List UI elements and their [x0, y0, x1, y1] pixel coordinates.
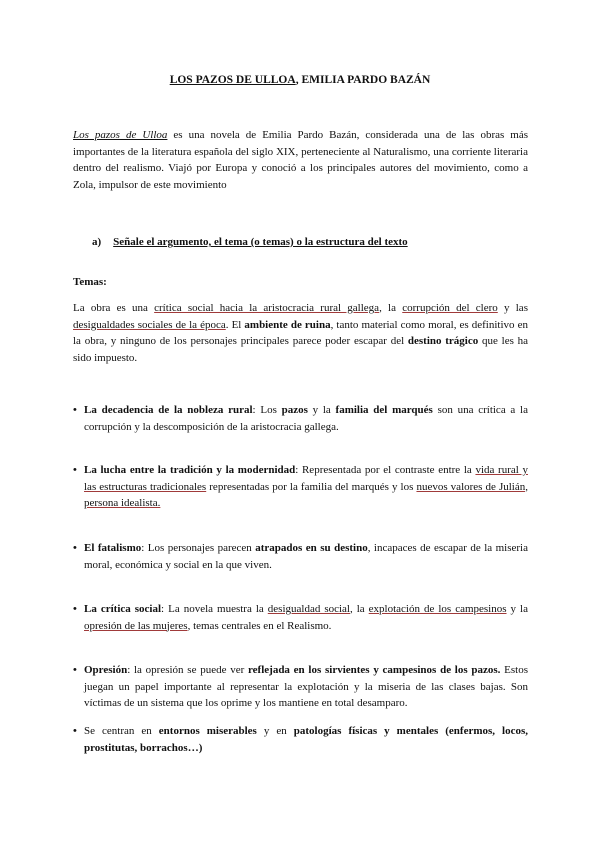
list-item	[73, 723, 528, 756]
text-run: y la	[506, 603, 528, 615]
text-run: representadas por la familia del marqués y los	[206, 480, 417, 493]
text-run: , la	[379, 302, 403, 314]
bullet-icon: •	[73, 603, 77, 615]
text-run: : Los personajes parecen	[141, 542, 256, 554]
text-run: . El	[225, 318, 245, 331]
text-run: , la	[349, 603, 369, 615]
bold-run: Opresión	[84, 664, 128, 676]
section-label: a)	[92, 236, 102, 248]
text-run: Estos juegan un papel importante al representar la explotación y la miseria de las clases bajas. Son víctimas de un sistema que los oprime y los mantiene en total desamparo.	[84, 664, 528, 709]
text-run: : La novela muestra la	[161, 603, 268, 615]
bold-run: La decadencia de la nobleza rural	[84, 404, 253, 416]
bold-run: atrapados en su destino	[255, 542, 368, 554]
underlined-run: explotación de los campesinos	[368, 603, 507, 615]
section-heading-a	[92, 236, 408, 248]
text-run: : la opresión se puede ver	[127, 664, 248, 676]
bold-run: familia del marqués	[335, 404, 433, 416]
bold-run: entornos miserables	[158, 725, 257, 737]
bold-run: pazos	[281, 404, 308, 416]
bold-run: reflejada en los sirvientes y campesinos de los pazos.	[247, 664, 501, 676]
intro-text: es una novela de Emilia Pardo Bazán, considerada una de las obras más importantes de la literatura española del siglo XIX, perteneciente al Naturalismo, una corriente literaria dentro del realismo. Viajó por Europa y conoció a los principales autores del movimiento, como a Zola, impulsor de este movimiento	[73, 129, 529, 191]
text-run: y la	[307, 404, 336, 416]
bold-run: patologías físicas y mentales (enfermos, locos, prostitutas, borrachos…)	[84, 725, 529, 754]
text-run: y las	[497, 302, 528, 314]
text-run: La obra es una	[73, 302, 155, 314]
underlined-run: desigualdad social	[267, 603, 350, 615]
bullet-icon: •	[73, 464, 77, 476]
text-run: , incapaces de escapar de la miseria moral, económica y social en la que viven.	[84, 542, 528, 571]
title-author: , EMILIA PARDO BAZÁN	[295, 74, 431, 86]
underlined-run: vida rural y las estructuras tradicionales	[84, 464, 528, 493]
bold-run: La crítica social	[84, 603, 162, 615]
text-run: que les ha sido impuesto.	[73, 335, 528, 364]
intro-work-title: Los pazos de Ulloa	[73, 129, 168, 141]
underlined-run: corrupción del clero	[402, 302, 498, 314]
text-run: Se centran en	[84, 725, 159, 737]
text-run: son una crítica a la corrupción y la descomposición de la aristocracia gallega.	[84, 404, 528, 433]
bullet-icon: •	[73, 542, 77, 554]
temas-heading: Temas:	[73, 276, 107, 288]
section-text: Señale el argumento, el tema (o temas) o la estructura del texto	[113, 236, 408, 248]
text-run: y en	[256, 725, 294, 737]
list-item	[73, 462, 528, 512]
text-run: , tanto material como moral, es definitivo en la obra, y ninguno de los personajes principales parece poder escapar del	[73, 318, 528, 347]
bullet-icon: •	[73, 664, 77, 676]
bold-run: El fatalismo	[84, 542, 142, 554]
bold-run: destino trágico	[407, 335, 479, 347]
title-work: LOS PAZOS DE ULLOA	[169, 74, 296, 86]
list-item	[73, 540, 528, 573]
bold-run: La lucha entre la tradición y la modernidad	[84, 464, 296, 476]
temas-paragraph	[73, 300, 528, 366]
bullet-icon: •	[73, 404, 77, 416]
list-item	[73, 402, 528, 435]
text-run: , temas centrales en el Realismo.	[187, 619, 332, 632]
bullet-icon: •	[73, 725, 77, 737]
underlined-run: opresión de las mujeres	[84, 619, 188, 632]
page-title	[0, 74, 600, 86]
text-run: : Representada por el contraste entre la	[295, 464, 476, 476]
underlined-run: desigualdades sociales de la época	[73, 318, 226, 331]
underlined-run: nuevos valores de Julián, persona idealista.	[84, 480, 528, 509]
intro-paragraph	[73, 127, 528, 193]
underlined-run: crítica social hacia la aristocracia rural gallega	[154, 302, 380, 314]
bold-run: ambiente de ruina	[244, 318, 331, 331]
text-run: : Los	[252, 404, 282, 416]
list-item	[73, 662, 528, 712]
list-item	[73, 601, 528, 634]
